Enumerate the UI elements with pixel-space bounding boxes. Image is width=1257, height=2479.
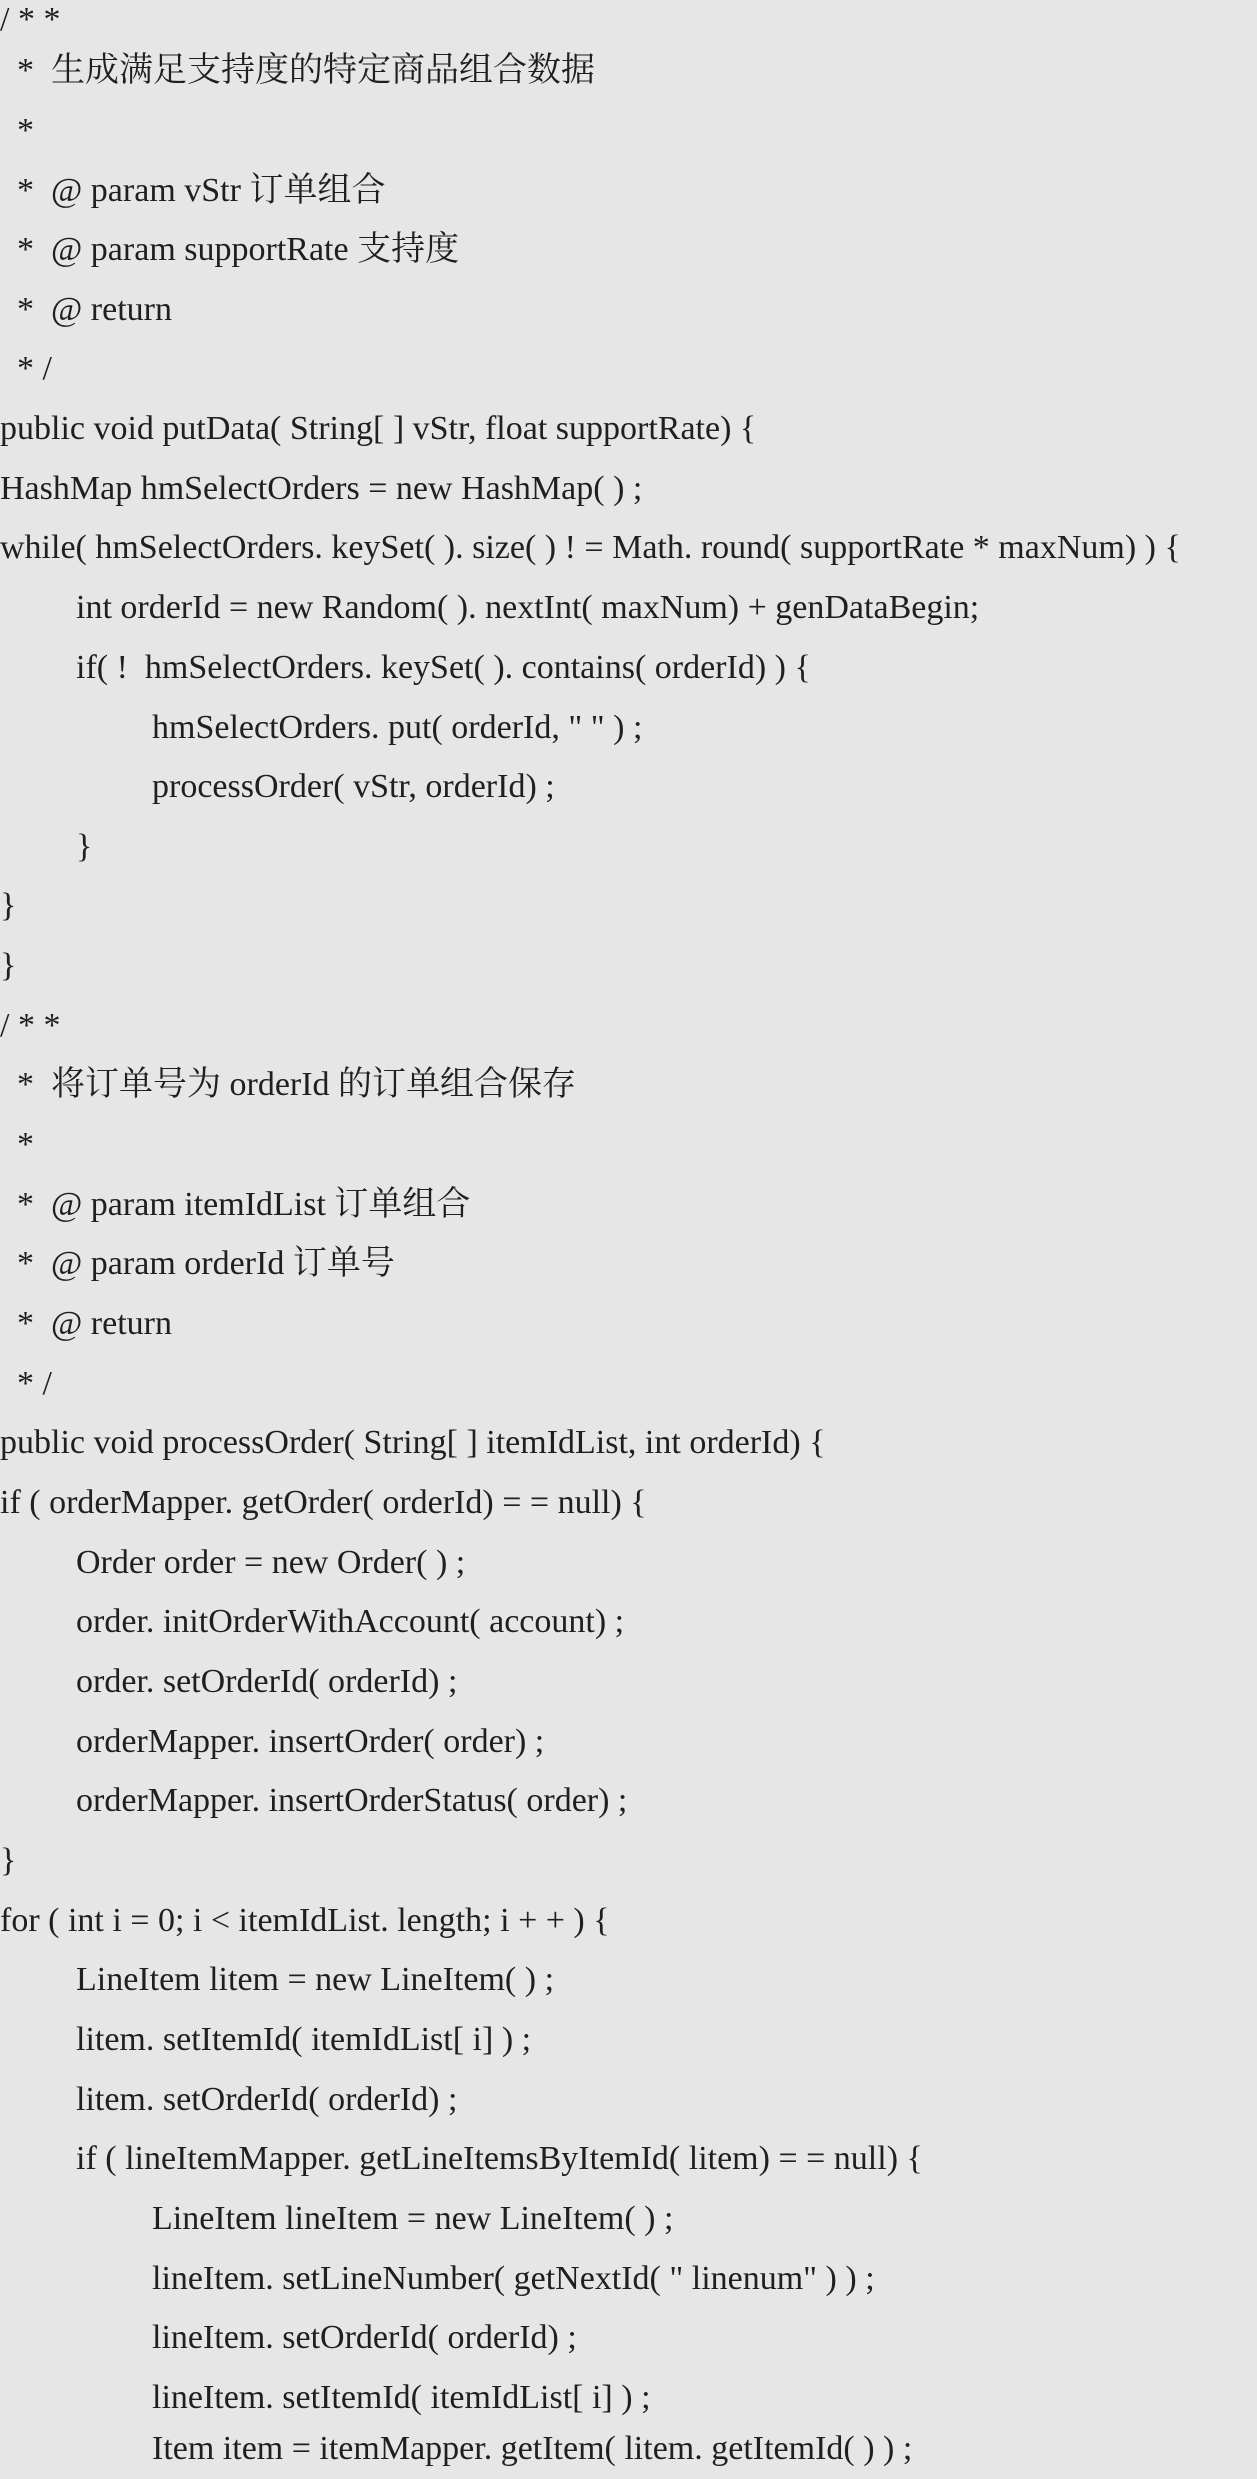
code-line: lineItem. setItemId( itemIdList[ i] ) ;: [152, 2379, 651, 2416]
comment-line: * @ return: [0, 291, 172, 328]
code-line: public void processOrder( String[ ] itemIdList, int orderId) {: [0, 1424, 826, 1461]
code-line: if( ! hmSelectOrders. keySet( ). contains( orderId) ) {: [76, 649, 811, 686]
comment-line: *: [0, 1126, 34, 1163]
code-line: HashMap hmSelectOrders = new HashMap( ) ;: [0, 470, 643, 507]
code-line: order. setOrderId( orderId) ;: [76, 1663, 458, 1700]
code-line: }: [76, 828, 93, 865]
code-line: processOrder( vStr, orderId) ;: [152, 768, 555, 805]
comment-line: / * *: [0, 1, 61, 38]
comment-line: * 将订单号为 orderId 的订单组合保存: [0, 1066, 577, 1103]
comment-line: * /: [0, 350, 52, 387]
comment-line: * @ param vStr 订单组合: [0, 172, 386, 209]
code-line: while( hmSelectOrders. keySet( ). size( ) ! = Math. round( supportRate * maxNum) ) {: [0, 529, 1181, 566]
code-line: lineItem. setOrderId( orderId) ;: [152, 2319, 577, 2356]
code-line: }: [0, 1842, 17, 1879]
comment-line: * /: [0, 1365, 52, 1402]
code-line: }: [0, 947, 17, 984]
code-line: }: [0, 887, 17, 924]
code-line: litem. setOrderId( orderId) ;: [76, 2081, 458, 2118]
code-line: Order order = new Order( ) ;: [76, 1544, 466, 1581]
code-line: orderMapper. insertOrder( order) ;: [76, 1723, 545, 1760]
code-line: int orderId = new Random( ). nextInt( maxNum) + genDataBegin;: [76, 589, 980, 626]
code-line: Item item = itemMapper. getItem( litem. getItemId( ) ) ;: [152, 2430, 913, 2467]
code-line: LineItem litem = new LineItem( ) ;: [76, 1961, 555, 1998]
comment-line: * @ param supportRate 支持度: [0, 231, 460, 268]
comment-line: / * *: [0, 1007, 61, 1044]
code-line: if ( lineItemMapper. getLineItemsByItemId( litem) = = null) {: [76, 2140, 923, 2177]
code-line: orderMapper. insertOrderStatus( order) ;: [76, 1782, 628, 1819]
comment-line: * @ return: [0, 1305, 172, 1342]
comment-line: *: [0, 112, 34, 149]
comment-line: * 生成满足支持度的特定商品组合数据: [0, 52, 595, 89]
code-line: hmSelectOrders. put( orderId, " " ) ;: [152, 709, 643, 746]
comment-line: * @ param orderId 订单号: [0, 1245, 395, 1282]
code-line: for ( int i = 0; i < itemIdList. length; i + + ) {: [0, 1902, 610, 1939]
code-line: litem. setItemId( itemIdList[ i] ) ;: [76, 2021, 532, 2058]
code-line: order. initOrderWithAccount( account) ;: [76, 1603, 625, 1640]
code-line: LineItem lineItem = new LineItem( ) ;: [152, 2200, 674, 2237]
code-line: public void putData( String[ ] vStr, float supportRate) {: [0, 410, 757, 447]
code-line: lineItem. setLineNumber( getNextId( " linenum" ) ) ;: [152, 2260, 875, 2297]
comment-line: * @ param itemIdList 订单组合: [0, 1186, 471, 1223]
code-line: if ( orderMapper. getOrder( orderId) = = null) {: [0, 1484, 647, 1521]
